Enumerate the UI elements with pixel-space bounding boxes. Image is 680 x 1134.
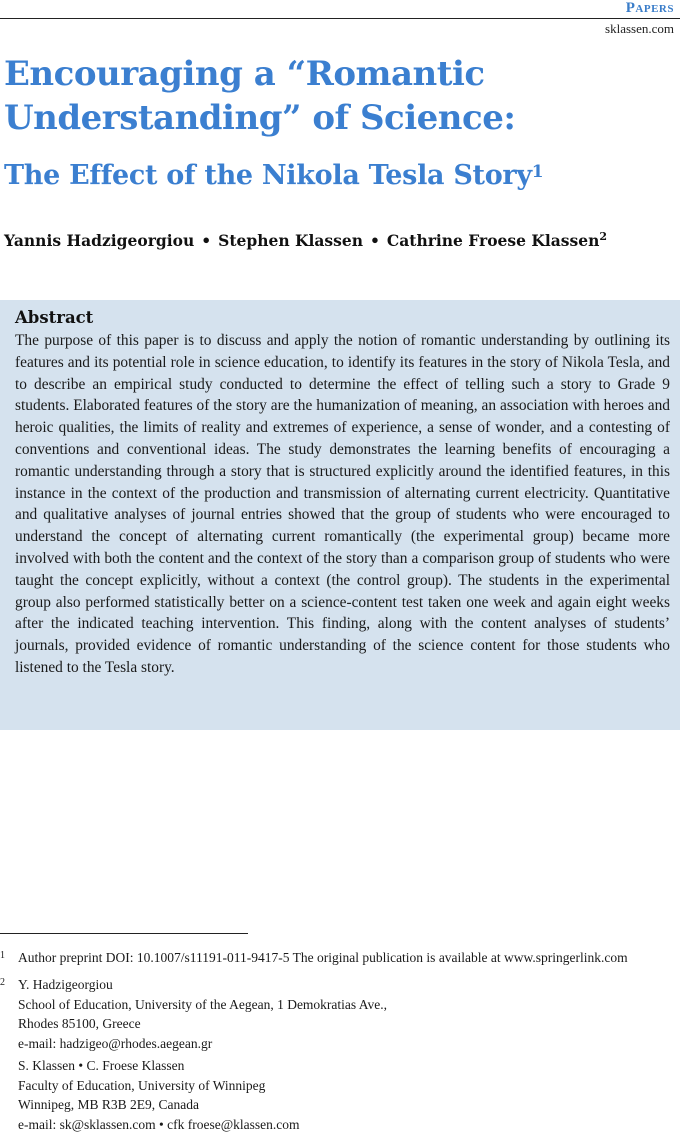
author-1: Yannis Hadzigeorgiou bbox=[4, 231, 194, 250]
paper-title bbox=[4, 52, 515, 140]
footnote-3-line-3: Winnipeg, MB R3B 2E9, Canada bbox=[18, 1095, 300, 1115]
author-list bbox=[4, 230, 607, 250]
header-rule bbox=[0, 18, 680, 19]
footnote-2-line-1: Y. Hadzigeorgiou bbox=[18, 975, 387, 995]
title-line-2: Understanding” of Science: bbox=[4, 98, 515, 138]
author-separator: • bbox=[201, 231, 211, 250]
author-separator: • bbox=[370, 231, 380, 250]
footnote-2 bbox=[0, 975, 387, 1053]
abstract-heading: Abstract bbox=[15, 308, 670, 327]
footnote-3-line-1: S. Klassen • C. Froese Klassen bbox=[18, 1056, 300, 1076]
footnote-1 bbox=[0, 948, 628, 968]
footnote-2-number: 2 bbox=[0, 973, 5, 993]
abstract-box bbox=[0, 300, 680, 730]
author-3: Cathrine Froese Klassen bbox=[387, 231, 599, 250]
header-label: Papers bbox=[626, 0, 674, 17]
subtitle-footnote-marker: 1 bbox=[532, 162, 544, 182]
title-line-1: Encouraging a “Romantic bbox=[4, 54, 485, 94]
footnote-3 bbox=[0, 1056, 300, 1134]
subtitle-text: The Effect of the Nikola Tesla Story bbox=[4, 160, 532, 191]
author-footnote-marker: 2 bbox=[599, 230, 607, 243]
footnote-1-number: 1 bbox=[0, 946, 5, 966]
footnote-1-text: Author preprint DOI: 10.1007/s11191-011-9417-5 The original publication is available at www.springerlink.com bbox=[18, 948, 628, 968]
author-2: Stephen Klassen bbox=[218, 231, 363, 250]
header-site: sklassen.com bbox=[605, 21, 674, 37]
footnote-3-line-4: e-mail: sk@sklassen.com • cfk froese@klassen.com bbox=[18, 1115, 300, 1134]
footnote-2-line-4: e-mail: hadzigeo@rhodes.aegean.gr bbox=[18, 1034, 387, 1054]
footnote-2-line-2: School of Education, University of the Aegean, 1 Demokratias Ave., bbox=[18, 995, 387, 1015]
footnote-2-line-3: Rhodes 85100, Greece bbox=[18, 1014, 387, 1034]
paper-subtitle bbox=[4, 158, 543, 194]
abstract-text: The purpose of this paper is to discuss and apply the notion of romantic understanding by outlining its features and its potential role in science education, to identify its features in the story of Nikola Tesla, and to describe an empirical study conducted to determine the effect of telling such a story to Grade 9 students. Elaborated features of the story are the humanization of meaning, an association with heroes and heroic qualities, the limits of reality and extremes of experience, a sense of wonder, and a contesting of conventions and conventional ideas. The study demonstrates the learning benefits of encouraging a romantic understanding through a story that is structured explicitly around the identified features, in this instance in the context of the production and transmission of alternating current electricity. Quantitative and qualitative analyses of journal entries showed that the group of students who were encouraged to understand the concept of alternating current romantically (the experimental group) became more involved with both the content and the context of the story than a comparison group of students who were taught the concept explicitly, without a context (the control group). The students in the experimental group also performed statistically better on a science-content test taken one week and again eight weeks after the indicated teaching intervention. This finding, along with the content analyses of students’ journals, provided evidence of romantic understanding of the science content for those students who listened to the Tesla story. bbox=[15, 330, 670, 679]
footnote-rule bbox=[0, 933, 248, 934]
footnote-3-line-2: Faculty of Education, University of Winnipeg bbox=[18, 1076, 300, 1096]
